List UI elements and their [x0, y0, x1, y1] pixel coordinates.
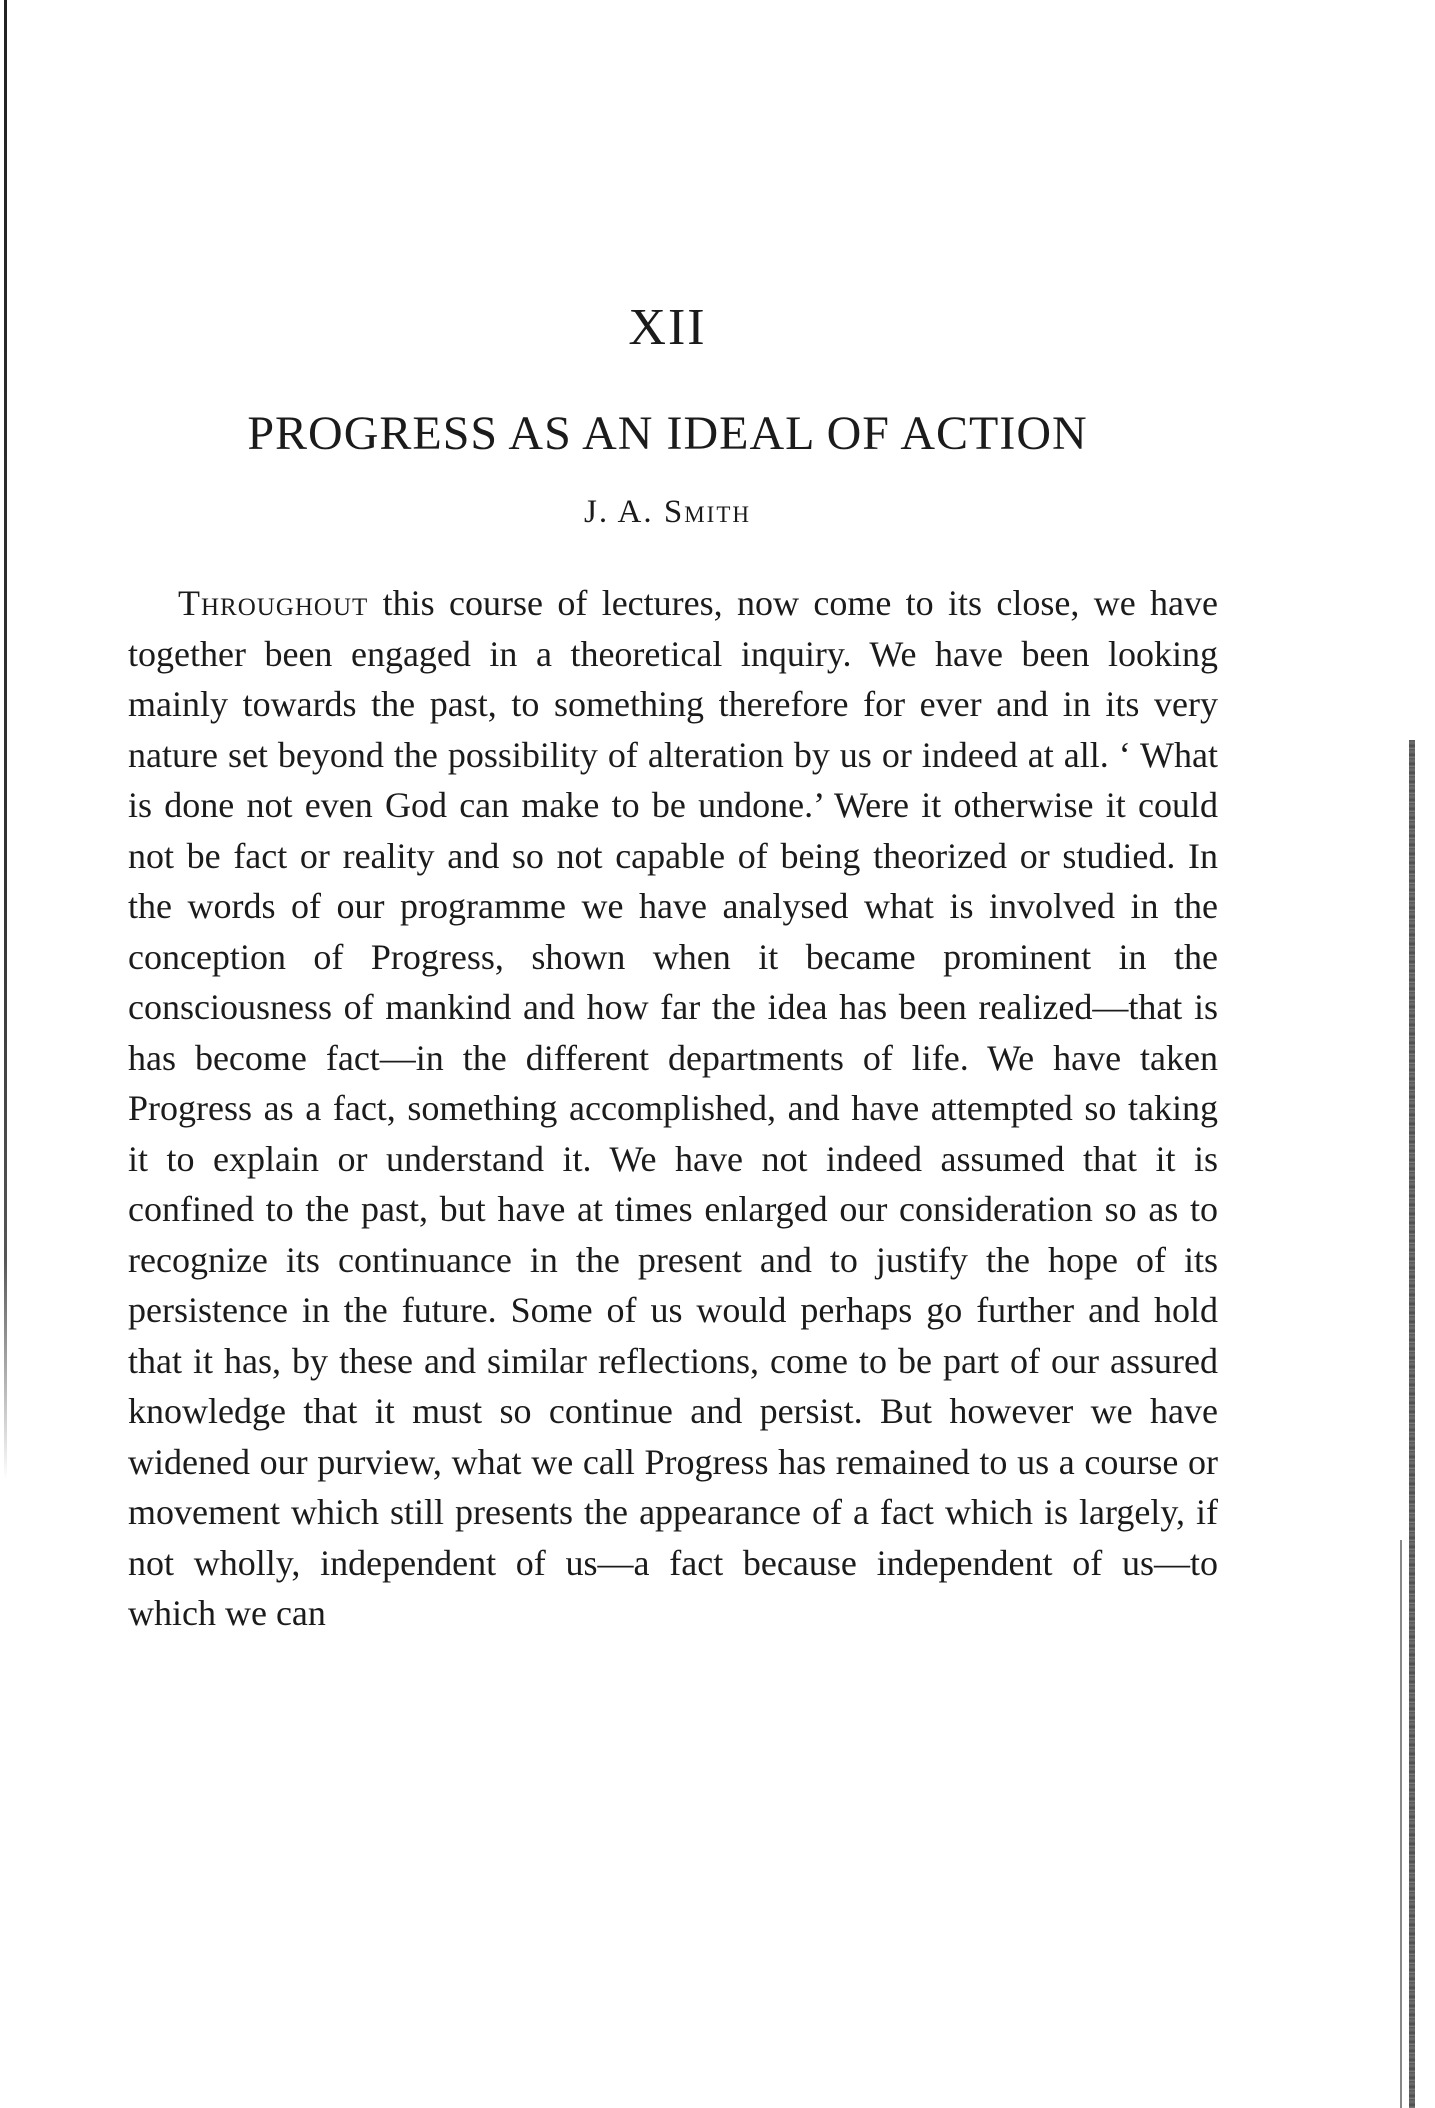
chapter-number: XII [628, 299, 707, 356]
author-name: J. A. Smith [584, 494, 751, 530]
chapter-title: PROGRESS AS AN IDEAL OF ACTION [247, 407, 1088, 460]
binding-edge [4, 0, 7, 1480]
page-edge-shadow [1400, 1540, 1402, 2108]
page-edge [1409, 740, 1415, 2108]
lead-in-word: Throughout [178, 583, 369, 623]
chapter-author [0, 494, 1335, 531]
paragraph-text: this course of lectures, now come to its close, we have together been engaged in a theoretical inquiry. We have been looking mainly towards the past, to something therefore for ever and in its very nature set beyond the possibility of alteration by us or indeed at all. ‘ What is done not even God can make to be undone.’ Were it otherwise it could not be fact or reality and so not capable of being theorized or studied. In the words of our programme we have analysed what is involved in the conception of Progress, shown when it became prominent in the consciousness of mankind and how far the idea has been realized—that is has become fact—in the different departments of life. We have taken Progress as a fact, something accomplished, and have attempted so taking it to explain or understand it. We have not indeed assumed that it is confined to the past, but have at times enlarged our consideration so as to recognize its continuance in the present and to justify the hope of its persistence in the future. Some of us would perhaps go further and hold that it has, by these and similar reflections, come to be part of our assured knowledge that it must so continue and persist. But however we have widened our purview, what we call Progress has remained to us a course or movement which still presents the appearance of a fact which is largely, if not wholly, independent of us—a fact because independent of us—to which we can [128, 583, 1218, 1633]
body-paragraph [128, 578, 1218, 1639]
